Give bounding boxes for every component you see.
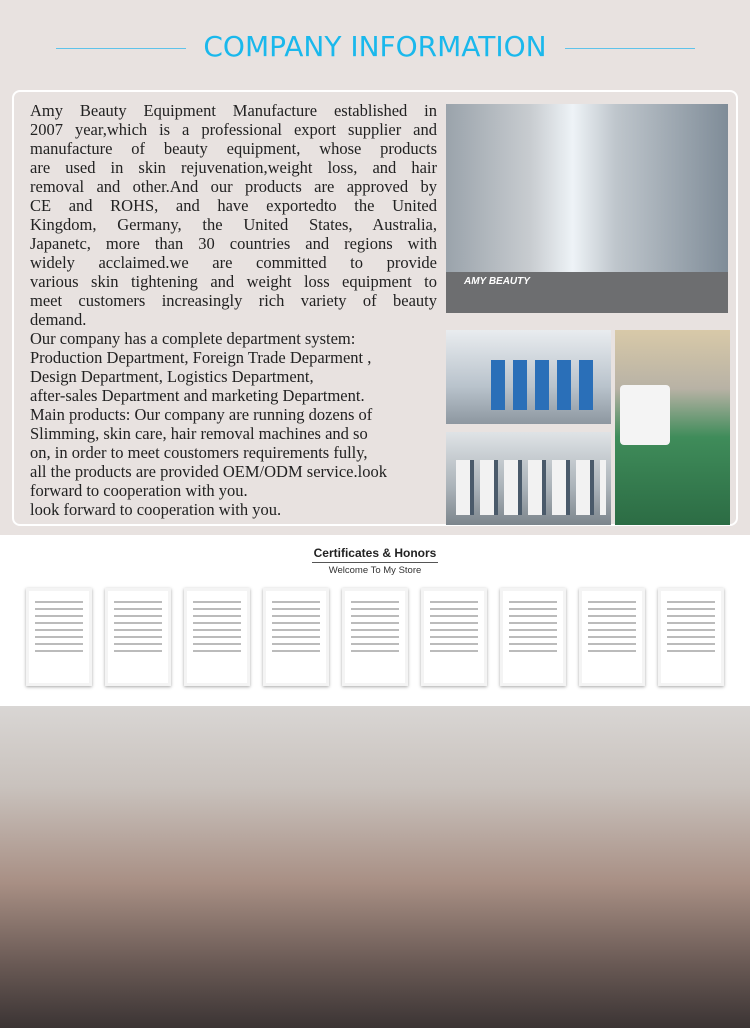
- production-line-photo-2: [446, 432, 611, 525]
- certificates-subtitle: Welcome To My Store: [328, 565, 422, 576]
- description-line: various skin tightening and weight loss equipment to: [30, 272, 437, 291]
- description-line: Main products: Our company are running dozens of: [30, 405, 373, 424]
- description-line: manufacture of beauty equipment, whose products: [30, 139, 437, 158]
- description-line: are used in skin rejuvenation,weight loss, and hair: [30, 158, 437, 177]
- description-line: removal and other.And our products are approved by: [30, 177, 437, 196]
- certificates-header: [0, 544, 750, 576]
- description-line: after-sales Department and marketing Department.: [30, 386, 365, 405]
- certificate-thumbnail: [105, 588, 171, 686]
- description-line: widely acclaimed.we are committed to provide: [30, 253, 437, 272]
- description-line: Our company has a complete department system:: [30, 329, 356, 348]
- description-line: look forward to cooperation with you.: [30, 500, 282, 519]
- description-line: 2007 year,which is a professional export supplier and: [30, 120, 437, 139]
- certificate-thumbnail: [579, 588, 645, 686]
- description-line: Production Department, Foreign Trade Deparment ,: [30, 348, 372, 367]
- description-line: CE and ROHS, and have exportedto the United: [30, 196, 437, 215]
- description-line: Japanetc, more than 30 countries and regions with: [30, 234, 437, 253]
- production-line-photo-1: [446, 330, 611, 424]
- description-line: demand.: [30, 310, 87, 329]
- description-line: Kingdom, Germany, the United States, Australia,: [30, 215, 437, 234]
- building-sign: AMY BEAUTY: [464, 276, 530, 287]
- assembly-line-photo: [615, 330, 730, 525]
- certificate-thumbnail: [342, 588, 408, 686]
- team-photo: [0, 706, 750, 1028]
- description-line: Slimming, skin care, hair removal machines and so: [30, 424, 368, 443]
- factory-building-photo: [446, 104, 728, 313]
- certificate-thumbnail: [263, 588, 329, 686]
- description-line: Amy Beauty Equipment Manufacture established in: [30, 101, 437, 120]
- description-line: meet customers increasingly rich variety of beauty: [30, 291, 437, 310]
- certificate-thumbnail: [184, 588, 250, 686]
- certificate-thumbnail: [658, 588, 724, 686]
- description-line: forward to cooperation with you.: [30, 481, 248, 500]
- description-line: all the products are provided OEM/ODM service.look: [30, 462, 387, 481]
- company-description: [30, 101, 437, 519]
- certificate-thumbnail: [26, 588, 92, 686]
- certificate-thumbnail: [421, 588, 487, 686]
- section-title: COMPANY INFORMATION: [203, 30, 547, 63]
- certificates-title: Certificates & Honors: [312, 546, 439, 563]
- description-line: Design Department, Logistics Department,: [30, 367, 314, 386]
- description-line: on, in order to meet coustomers requirements fully,: [30, 443, 368, 462]
- certificate-thumbnail: [500, 588, 566, 686]
